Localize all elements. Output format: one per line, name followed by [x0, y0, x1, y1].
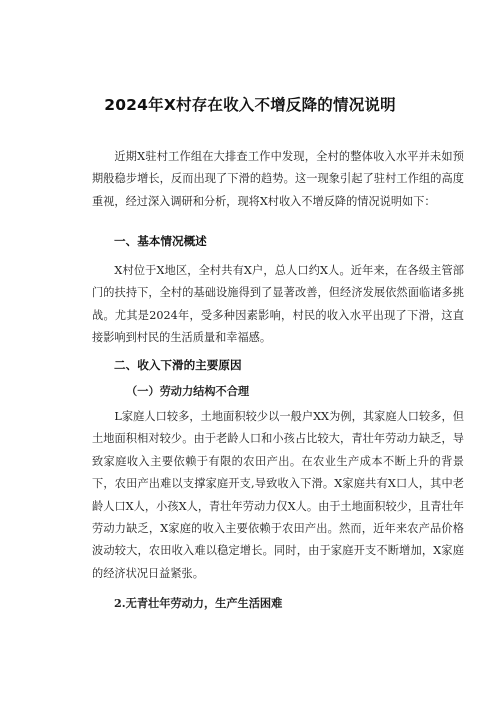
- basic-overview-paragraph: X村位于X地区，全村共有X户，总人口约X人。近年来，在各级主管部门的扶持下，全村的基础设施得到了显著改善，但经济发展依然面临诸多挑战。尤其是2024年，受多种因素影响，村民的收入水平出现了下滑，这直接影响到村民的生活质量和幸福感。: [92, 264, 464, 345]
- subsection-heading-labor-structure: （一）劳动力结构不合理: [126, 384, 250, 398]
- document-title: 2024年X村存在收入不增反降的情况说明: [104, 96, 396, 114]
- section-heading-main-reasons: 二、收入下滑的主要原因: [114, 358, 242, 372]
- section-heading-basic-overview: 一、基本情况概述: [114, 234, 207, 248]
- intro-paragraph: 近期X驻村工作组在大排查工作中发现，全村的整体收入水平并未如预期般稳步增长，反而出现了下滑的趋势。这一现象引起了驻村工作组的高度重视，经过深入调研和分析，现将X村收入不增反降的情况说明如下：: [92, 150, 464, 208]
- labor-structure-paragraph: L家庭人口较多，土地面积较少以一般户XX为例，其家庭人口较多，但土地面积相对较少。由于老龄人口和小孩占比较大，青壮年劳动力缺乏，导致家庭收入主要依赖于有限的农田产出。在农业生产成本不断上升的背景下，农田产出难以支撑家庭开支,导致收入下滑。X家庭共有X口人，其中老龄人口X人，小孩X人，青壮年劳动力仅X人。由于土地面积较少，且青壮年劳动力缺乏，X家庭的收入主要依赖于农田产出。然而，近年来农产品价格波动较大，农田收入难以稳定增长。同时，由于家庭开支不断增加，X家庭的经济状况日益紧张。: [92, 410, 464, 580]
- subsection-heading-no-young-labor: 2.无青壮年劳动力，生产生活困难: [114, 596, 283, 610]
